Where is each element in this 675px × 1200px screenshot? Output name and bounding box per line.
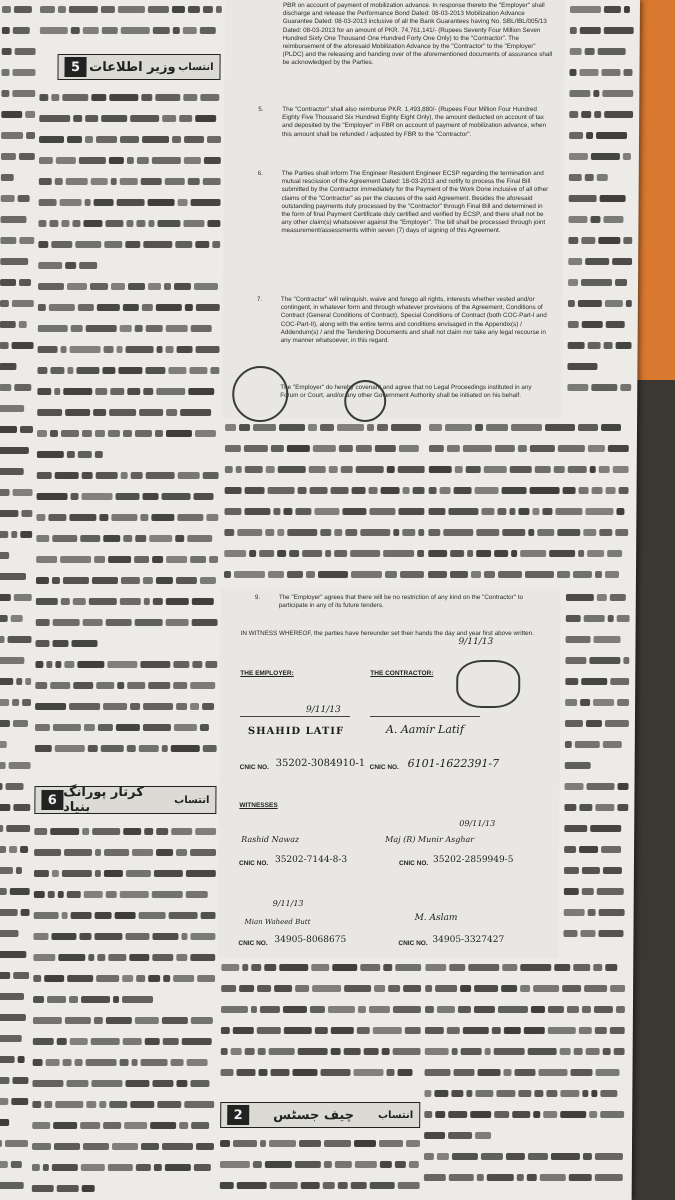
urdu-text-line <box>38 319 220 338</box>
urdu-text-line <box>564 882 628 901</box>
witness-4-cnic-label: CNIC NO. <box>398 940 428 947</box>
urdu-text-line <box>0 546 32 565</box>
urdu-text-line <box>0 399 33 418</box>
doc-paragraph-5: The "Contractor" shall also reimburse PKR. 1,493,880/- (Rupees Four Million Four Hundred Eighty Five Thousand Six Hundred Eighty Eight Only), the amount deducted on account of tax and deposited by the "Employer" in FBR on account of payment of mobilization advance, when this amount shall be refunded / adjusted by FBR to the "Contractor". <box>282 106 547 138</box>
section-number: 2 <box>227 1105 249 1125</box>
witness-4-cnic: 34905-3327427 <box>432 935 505 945</box>
urdu-text-line <box>220 1063 420 1082</box>
section-number: 5 <box>64 57 86 77</box>
urdu-article-bottom-middle <box>220 958 421 1100</box>
urdu-text-line <box>425 1042 625 1061</box>
urdu-text-line <box>38 256 220 275</box>
urdu-text-line <box>0 714 31 733</box>
urdu-text-line <box>0 1029 29 1048</box>
doc-paragraph-top: PBR on account of payment of mobilization advance. In response thereto the "Employer" shall discharge and release the Performance Bond Dated: 08-03-2013 Mobilization Advance Guarantee Dated: 08-03-2013 inclusive of all the Bank Guarantees having No. SBL/IBL/005/13 Dated: 08-03-2013 for an amount of PKR. 74,761,141/- (Rupees Seventy Four Million Seven Hundred Sixty One Thousand One Hundred Forty One Only) to the "Contractor". The reimbursement of the aforesaid Mobilization Advance by the "Contractor" to the "Employer" (PLDC) and the releasing and handing over of the aforementioned documents of assurance shall be acknowledged by the Parties. <box>282 2 553 67</box>
urdu-text-line <box>567 357 631 376</box>
urdu-text-line <box>425 958 625 977</box>
urdu-text-line <box>1 147 35 166</box>
urdu-text-line <box>39 172 221 191</box>
urdu-text-line <box>37 424 219 443</box>
doc-para-number-9: 9. <box>254 594 261 601</box>
urdu-text-line <box>34 822 216 841</box>
urdu-text-line <box>40 0 222 19</box>
employer-name: SHAHID LATIF <box>247 726 345 737</box>
urdu-text-line <box>37 445 219 464</box>
urdu-text-line <box>569 168 633 187</box>
urdu-text-line <box>0 882 30 901</box>
urdu-text-line <box>0 903 30 922</box>
doc-witness-clause: IN WITNESS WHEREOF, the parties have hereunder set their hands the day and year first above written. <box>240 630 534 637</box>
urdu-text-line <box>565 735 629 754</box>
urdu-text-line <box>0 1008 29 1027</box>
witness-2-name: Maj (R) Munir Asghar <box>385 835 475 844</box>
contractor-cnic: 6101-1622391-7 <box>407 757 500 770</box>
urdu-text-line <box>0 357 34 376</box>
urdu-text-line <box>221 1042 421 1061</box>
urdu-text-line <box>35 676 217 695</box>
doc-para-number-6: 6. <box>257 170 264 177</box>
witnesses-label: WITNESSES <box>239 802 278 809</box>
urdu-text-line <box>428 502 628 521</box>
urdu-text-line <box>424 1105 624 1124</box>
urdu-text-line <box>569 105 633 124</box>
urdu-text-line <box>0 1071 29 1090</box>
urdu-text-line <box>429 439 629 458</box>
urdu-text-line <box>33 1011 215 1030</box>
urdu-text-line <box>425 1000 625 1019</box>
witness-1-cnic-label: CNIC NO. <box>238 860 269 867</box>
urdu-column-far-left <box>0 0 36 1200</box>
urdu-text-line <box>0 630 32 649</box>
urdu-text-line <box>564 903 628 922</box>
urdu-text-line <box>35 739 217 758</box>
urdu-text-line <box>37 466 219 485</box>
urdu-text-line <box>0 672 31 691</box>
urdu-text-line <box>0 651 31 670</box>
urdu-text-line <box>33 990 215 1009</box>
urdu-text-line <box>570 21 634 40</box>
urdu-text-line <box>565 714 629 733</box>
urdu-text-line <box>221 979 421 998</box>
urdu-text-line <box>0 861 30 880</box>
urdu-column-left-middle <box>35 88 222 778</box>
urdu-text-line <box>32 1095 214 1114</box>
urdu-text-line <box>0 1134 28 1153</box>
urdu-text-line <box>0 1050 29 1069</box>
urdu-text-line <box>0 210 34 229</box>
urdu-article-right-of-document <box>567 0 634 418</box>
urdu-text-line <box>0 756 31 775</box>
urdu-text-line <box>0 336 34 355</box>
section-heading-6 <box>34 786 216 814</box>
urdu-text-line <box>568 294 632 313</box>
urdu-text-line <box>37 361 219 380</box>
urdu-article-right-block <box>428 418 629 588</box>
urdu-text-line <box>220 1155 420 1174</box>
urdu-text-line <box>564 819 628 838</box>
section-number: 6 <box>41 790 63 810</box>
urdu-text-line <box>0 693 31 712</box>
urdu-article-bottom-right <box>424 958 626 1200</box>
urdu-text-line <box>39 88 221 107</box>
urdu-text-line <box>35 655 217 674</box>
urdu-text-line <box>425 979 625 998</box>
urdu-text-line <box>0 420 33 439</box>
urdu-text-line <box>428 544 628 563</box>
urdu-text-line <box>0 483 33 502</box>
section-tag: انتساب <box>174 794 210 806</box>
urdu-text-line <box>568 252 632 271</box>
urdu-article-bottom-middle-2 <box>220 1134 420 1200</box>
urdu-text-line <box>36 592 218 611</box>
urdu-text-line <box>224 544 424 563</box>
contractor-name: A. Aamir Latif <box>385 723 464 736</box>
urdu-text-line <box>225 481 425 500</box>
contractor-cnic-label: CNIC NO. <box>369 764 399 771</box>
urdu-text-line <box>1 84 35 103</box>
urdu-text-line <box>424 1126 624 1145</box>
urdu-text-line <box>224 523 424 542</box>
urdu-text-line <box>33 927 215 946</box>
urdu-text-line <box>569 84 633 103</box>
urdu-text-line <box>38 214 220 233</box>
urdu-text-line <box>33 969 215 988</box>
section-title: چیف جسٹس <box>273 1107 355 1123</box>
contractor-signature-date: 9/11/13 <box>458 637 494 647</box>
section-heading-5 <box>57 54 220 80</box>
agreement-document <box>222 0 565 418</box>
urdu-text-line <box>39 109 221 128</box>
urdu-text-line <box>0 1092 28 1111</box>
urdu-text-line <box>220 1134 420 1153</box>
urdu-text-line <box>568 315 632 334</box>
urdu-text-line <box>424 1084 624 1103</box>
urdu-text-line <box>37 340 219 359</box>
urdu-text-line <box>33 1053 215 1072</box>
urdu-text-line <box>39 193 221 212</box>
urdu-text-line <box>564 840 628 859</box>
urdu-text-line <box>221 1000 421 1019</box>
urdu-text-line <box>39 151 221 170</box>
doc-paragraph-8: The "Employer" do hereby covenant and agree that no Legal Proceedings instituted in any Forum or Court, and/or any other Government Authority shall be initiated on his behalf. <box>280 384 532 400</box>
urdu-text-line <box>564 798 628 817</box>
urdu-text-line <box>0 1113 28 1132</box>
urdu-text-line <box>424 1063 624 1082</box>
urdu-text-line <box>569 147 633 166</box>
witness-3-cnic: 34905-8068675 <box>274 935 347 945</box>
urdu-text-line <box>0 735 31 754</box>
urdu-text-line <box>0 1155 28 1174</box>
urdu-text-line <box>0 252 34 271</box>
urdu-text-line <box>34 864 216 883</box>
urdu-text-line <box>565 672 629 691</box>
urdu-text-line <box>568 210 632 229</box>
urdu-text-line <box>565 693 629 712</box>
employer-cnic-label: CNIC NO. <box>239 764 269 771</box>
urdu-text-line <box>38 277 220 296</box>
urdu-text-line <box>2 21 36 40</box>
contractor-label: THE CONTRACTOR: <box>370 670 434 677</box>
urdu-text-line <box>563 924 627 943</box>
witness-3-name: Mian Waheed Butt <box>244 918 311 926</box>
urdu-text-line <box>1 126 35 145</box>
urdu-text-line <box>38 298 220 317</box>
doc-para-number-5: 5. <box>258 106 264 113</box>
urdu-text-line <box>566 609 630 628</box>
urdu-text-line <box>40 21 222 40</box>
urdu-text-line <box>425 1021 625 1040</box>
urdu-text-line <box>424 1147 624 1166</box>
urdu-text-line <box>0 840 30 859</box>
urdu-text-line <box>36 550 218 569</box>
urdu-text-line <box>0 945 29 964</box>
urdu-text-line <box>0 273 34 292</box>
urdu-text-line <box>428 523 628 542</box>
urdu-text-line <box>429 460 629 479</box>
urdu-text-line <box>565 651 629 670</box>
urdu-text-line <box>32 1137 214 1156</box>
urdu-text-line <box>0 987 29 1006</box>
urdu-text-line <box>0 525 32 544</box>
urdu-column-left-top <box>40 0 222 48</box>
witness-1-name: Rashid Nawaz <box>241 835 300 844</box>
urdu-text-line <box>0 462 33 481</box>
urdu-text-line <box>1 63 35 82</box>
urdu-text-line <box>0 315 34 334</box>
urdu-text-line <box>0 567 32 586</box>
doc-para-number-7: 7. <box>256 296 263 303</box>
urdu-text-line <box>37 382 219 401</box>
urdu-text-line <box>33 1032 215 1051</box>
urdu-text-line <box>36 613 218 632</box>
urdu-column-left-bottom <box>32 822 217 1200</box>
witness-4-name: M. Aslam <box>414 913 458 923</box>
urdu-text-line <box>0 924 30 943</box>
employer-signature-line <box>240 716 350 717</box>
section-tag: انتساب <box>178 61 214 73</box>
urdu-text-line <box>0 294 34 313</box>
employer-signature-date: 9/11/13 <box>306 705 341 715</box>
contractor-signature-line <box>370 716 480 717</box>
urdu-text-line <box>0 1176 28 1195</box>
urdu-text-line <box>2 0 36 19</box>
urdu-text-line <box>569 189 633 208</box>
agreement-document-lower <box>218 588 561 958</box>
urdu-text-line <box>35 718 217 737</box>
urdu-text-line <box>36 529 218 548</box>
urdu-text-line <box>0 504 32 523</box>
urdu-text-line <box>225 460 425 479</box>
employer-cnic: 35202-3084910-1 <box>275 758 366 769</box>
urdu-article-right-of-signatures <box>563 588 630 958</box>
section-title: وزیر اطلاعات <box>89 59 176 75</box>
urdu-text-line <box>36 487 218 506</box>
urdu-text-line <box>428 565 628 584</box>
urdu-text-line <box>0 231 34 250</box>
urdu-text-line <box>566 588 630 607</box>
urdu-text-line <box>570 42 634 61</box>
urdu-text-line <box>564 777 628 796</box>
urdu-text-line <box>0 777 31 796</box>
urdu-text-line <box>565 756 629 775</box>
urdu-text-line <box>220 1176 420 1195</box>
urdu-text-line <box>33 948 215 967</box>
contractor-stamp <box>456 660 520 708</box>
urdu-text-line <box>567 378 631 397</box>
witness-2-cnic: 35202-2859949-5 <box>432 855 514 865</box>
witness-2-date: 09/11/13 <box>459 819 496 828</box>
urdu-text-line <box>0 441 33 460</box>
urdu-text-line <box>565 630 629 649</box>
urdu-text-line <box>424 1168 624 1187</box>
witness-3-date: 9/11/13 <box>272 899 304 908</box>
urdu-text-line <box>570 0 634 19</box>
urdu-text-line <box>221 958 421 977</box>
doc-paragraph-7: The "Contractor" will relinquish, waive and forego all rights, interests whether vested and/or contingent, in whatever form and through whatever provisions of the Agreement, Conditions of Contract (General Conditions of Contract), Special Conditions of Contract (both COC-Part-I and COC-Part-II), along with the entire terms and conditions envisaged in the Appendix(s) / Addendum(s) / and the Tendering Documents and shall not claim nor take any legal recourse in any manner whatsoever, in this regard. <box>280 296 547 345</box>
urdu-text-line <box>37 403 219 422</box>
urdu-text-line <box>1 168 35 187</box>
urdu-text-line <box>568 231 632 250</box>
urdu-text-line <box>224 565 424 584</box>
urdu-text-line <box>0 378 33 397</box>
urdu-text-line <box>38 235 220 254</box>
urdu-article-under-doc-left <box>224 418 425 588</box>
urdu-text-line <box>32 1179 214 1198</box>
section-tag: انتساب <box>377 1109 414 1121</box>
urdu-text-line <box>429 418 629 437</box>
urdu-text-line <box>568 273 632 292</box>
urdu-text-line <box>36 508 218 527</box>
urdu-text-line <box>429 481 629 500</box>
urdu-text-line <box>0 798 30 817</box>
doc-paragraph-9: The "Employer" agrees that there will be no restriction of any kind on the "Contractor" to participate in any of its future tenders. <box>278 594 524 610</box>
urdu-text-line <box>1 189 35 208</box>
urdu-text-line <box>0 609 32 628</box>
urdu-text-line <box>32 1074 214 1093</box>
urdu-text-line <box>569 63 633 82</box>
urdu-text-line <box>32 1116 214 1135</box>
urdu-text-line <box>221 1021 421 1040</box>
stamp-left <box>232 366 288 422</box>
urdu-text-line <box>0 819 30 838</box>
urdu-text-line <box>0 966 29 985</box>
urdu-text-line <box>34 885 216 904</box>
urdu-text-line <box>2 42 36 61</box>
doc-paragraph-6: The Parties shall inform The Engineer Resident Engineer ECSP regarding the termination and mutual rescission of the Agreement Dated: 18-03-2013 and notify to process the Final Bill submitted by the Contractor immediately for the Payment of the Work Done inclusive of all other claims of the "Contractor" as per the clauses of the said Agreement. Besides the aforesaid outstanding payments duly processed by the "Contractor" through Final Bill and determined in the form of final Payment Certificate duly certified and verified by ECSP, and there shall not be any other claim(s) whatsoever against the "Employer". The bill shall be processed through joint measurement/assessments within seven (7) days of signing of this Agreement. <box>281 170 549 235</box>
stamp-center <box>344 380 386 422</box>
urdu-text-line <box>34 906 216 925</box>
urdu-text-line <box>569 126 633 145</box>
urdu-text-line <box>35 634 217 653</box>
urdu-text-line <box>39 130 221 149</box>
urdu-text-line <box>34 843 216 862</box>
witness-1-cnic: 35202-7144-8-3 <box>274 855 348 865</box>
urdu-text-line <box>1 105 35 124</box>
urdu-text-line <box>564 861 628 880</box>
urdu-text-line <box>0 588 32 607</box>
witness-2-cnic-label: CNIC NO. <box>398 860 429 867</box>
urdu-text-line <box>224 502 424 521</box>
employer-label: THE EMPLOYER: <box>240 670 294 677</box>
section-heading-2 <box>220 1102 420 1128</box>
urdu-text-line <box>36 571 218 590</box>
urdu-text-line <box>225 439 425 458</box>
urdu-text-line <box>568 336 632 355</box>
witness-3-cnic-label: CNIC NO. <box>238 940 268 947</box>
urdu-text-line <box>35 697 217 716</box>
section-title: کرتار پورانگ بنیاد <box>63 785 144 815</box>
urdu-text-line <box>32 1158 214 1177</box>
